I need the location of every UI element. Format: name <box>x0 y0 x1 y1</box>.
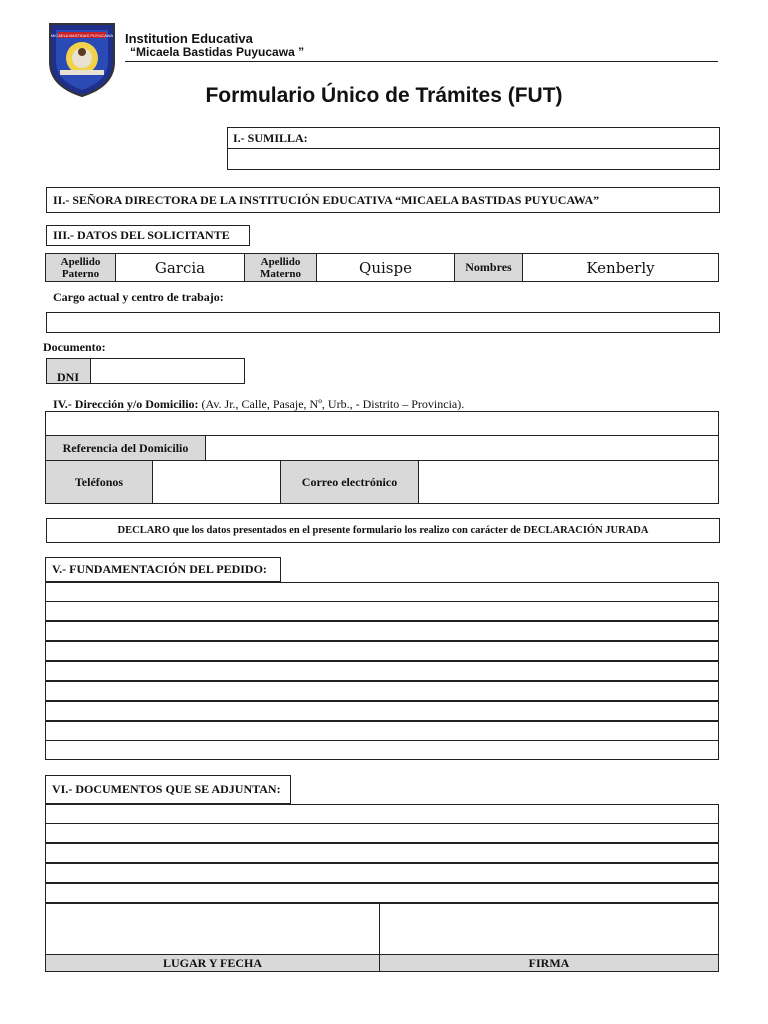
telefonos-label: Teléfonos <box>45 460 153 504</box>
fundamentacion-label: V.- FUNDAMENTACIÓN DEL PEDIDO: <box>52 562 267 576</box>
correo-label: Correo electrónico <box>280 460 419 504</box>
direccion-hint: (Av. Jr., Calle, Pasaje, Nº, Urb., - Distrito – Provincia). <box>201 397 465 411</box>
apellido-paterno-field[interactable]: Garcia <box>115 253 245 282</box>
documentos-line[interactable] <box>45 863 719 883</box>
directora-box <box>46 187 720 213</box>
dni-label-cell <box>46 358 91 384</box>
fundamentacion-header <box>45 557 281 582</box>
direccion-label: IV.- Dirección y/o Domicilio: <box>53 397 199 411</box>
correo-field[interactable] <box>419 461 718 503</box>
documentos-header <box>45 775 291 804</box>
documentos-line[interactable] <box>45 804 719 824</box>
institution-line2: “Micaela Bastidas Puyucawa ” <box>130 45 305 59</box>
documento-label: Documento: <box>43 340 106 354</box>
datos-solicitante-header <box>46 225 250 246</box>
cargo-label: Cargo actual y centro de trabajo: <box>53 290 224 304</box>
nombres-label: Nombres <box>454 253 523 282</box>
documentos-label: VI.- DOCUMENTOS QUE SE ADJUNTAN: <box>52 782 281 796</box>
telefonos-field[interactable] <box>152 460 281 504</box>
referencia-label: Referencia del Domicilio <box>45 435 206 461</box>
apellido-materno-label: Apellido Materno <box>244 253 317 282</box>
documentos-line[interactable] <box>45 883 719 903</box>
referencia-field[interactable] <box>206 436 718 460</box>
direccion-label-line <box>53 397 464 412</box>
form-title: Formulario Único de Trámites (FUT) <box>205 84 563 107</box>
fundamentacion-line[interactable] <box>45 582 719 602</box>
declaracion-box: DECLARO que los datos presentados en el presente formulario los realizo con carácter de DECLARACIÓN JURADA <box>46 518 720 543</box>
direccion-field[interactable] <box>45 411 719 436</box>
fundamentacion-line[interactable] <box>45 701 719 721</box>
directora-label: II.- SEÑORA DIRECTORA DE LA INSTITUCIÓN EDUCATIVA “MICAELA BASTIDAS PUYUCAWA” <box>53 192 600 207</box>
sumilla-input[interactable] <box>228 149 719 169</box>
svg-text:MICAELA BASTIDAS PUYUCAWA: MICAELA BASTIDAS PUYUCAWA <box>50 33 114 38</box>
firma-field[interactable] <box>379 903 719 955</box>
header-divider <box>125 61 718 62</box>
cargo-field[interactable] <box>46 312 720 333</box>
documentos-line[interactable] <box>45 823 719 843</box>
fundamentacion-line[interactable] <box>45 740 719 760</box>
fundamentacion-line[interactable] <box>45 661 719 681</box>
fundamentacion-line[interactable] <box>45 721 719 741</box>
fundamentacion-line[interactable] <box>45 681 719 701</box>
dni-label: DNI <box>57 370 80 384</box>
documentos-line[interactable] <box>45 843 719 863</box>
institution-line1: Institution Educativa <box>125 31 253 46</box>
apellido-paterno-label: Apellido Paterno <box>45 253 116 282</box>
dni-field[interactable] <box>91 359 244 383</box>
fundamentacion-line[interactable] <box>45 601 719 621</box>
apellido-materno-field[interactable]: Quispe <box>316 253 455 282</box>
lugar-fecha-label: LUGAR Y FECHA <box>45 954 380 972</box>
firma-label: FIRMA <box>379 954 719 972</box>
sumilla-label: I.- SUMILLA: <box>233 131 308 145</box>
fundamentacion-line[interactable] <box>45 641 719 661</box>
nombres-field[interactable]: Kenberly <box>522 253 719 282</box>
fundamentacion-line[interactable] <box>45 621 719 641</box>
datos-solicitante-label: III.- DATOS DEL SOLICITANTE <box>53 228 230 242</box>
lugar-fecha-field[interactable] <box>45 903 380 955</box>
